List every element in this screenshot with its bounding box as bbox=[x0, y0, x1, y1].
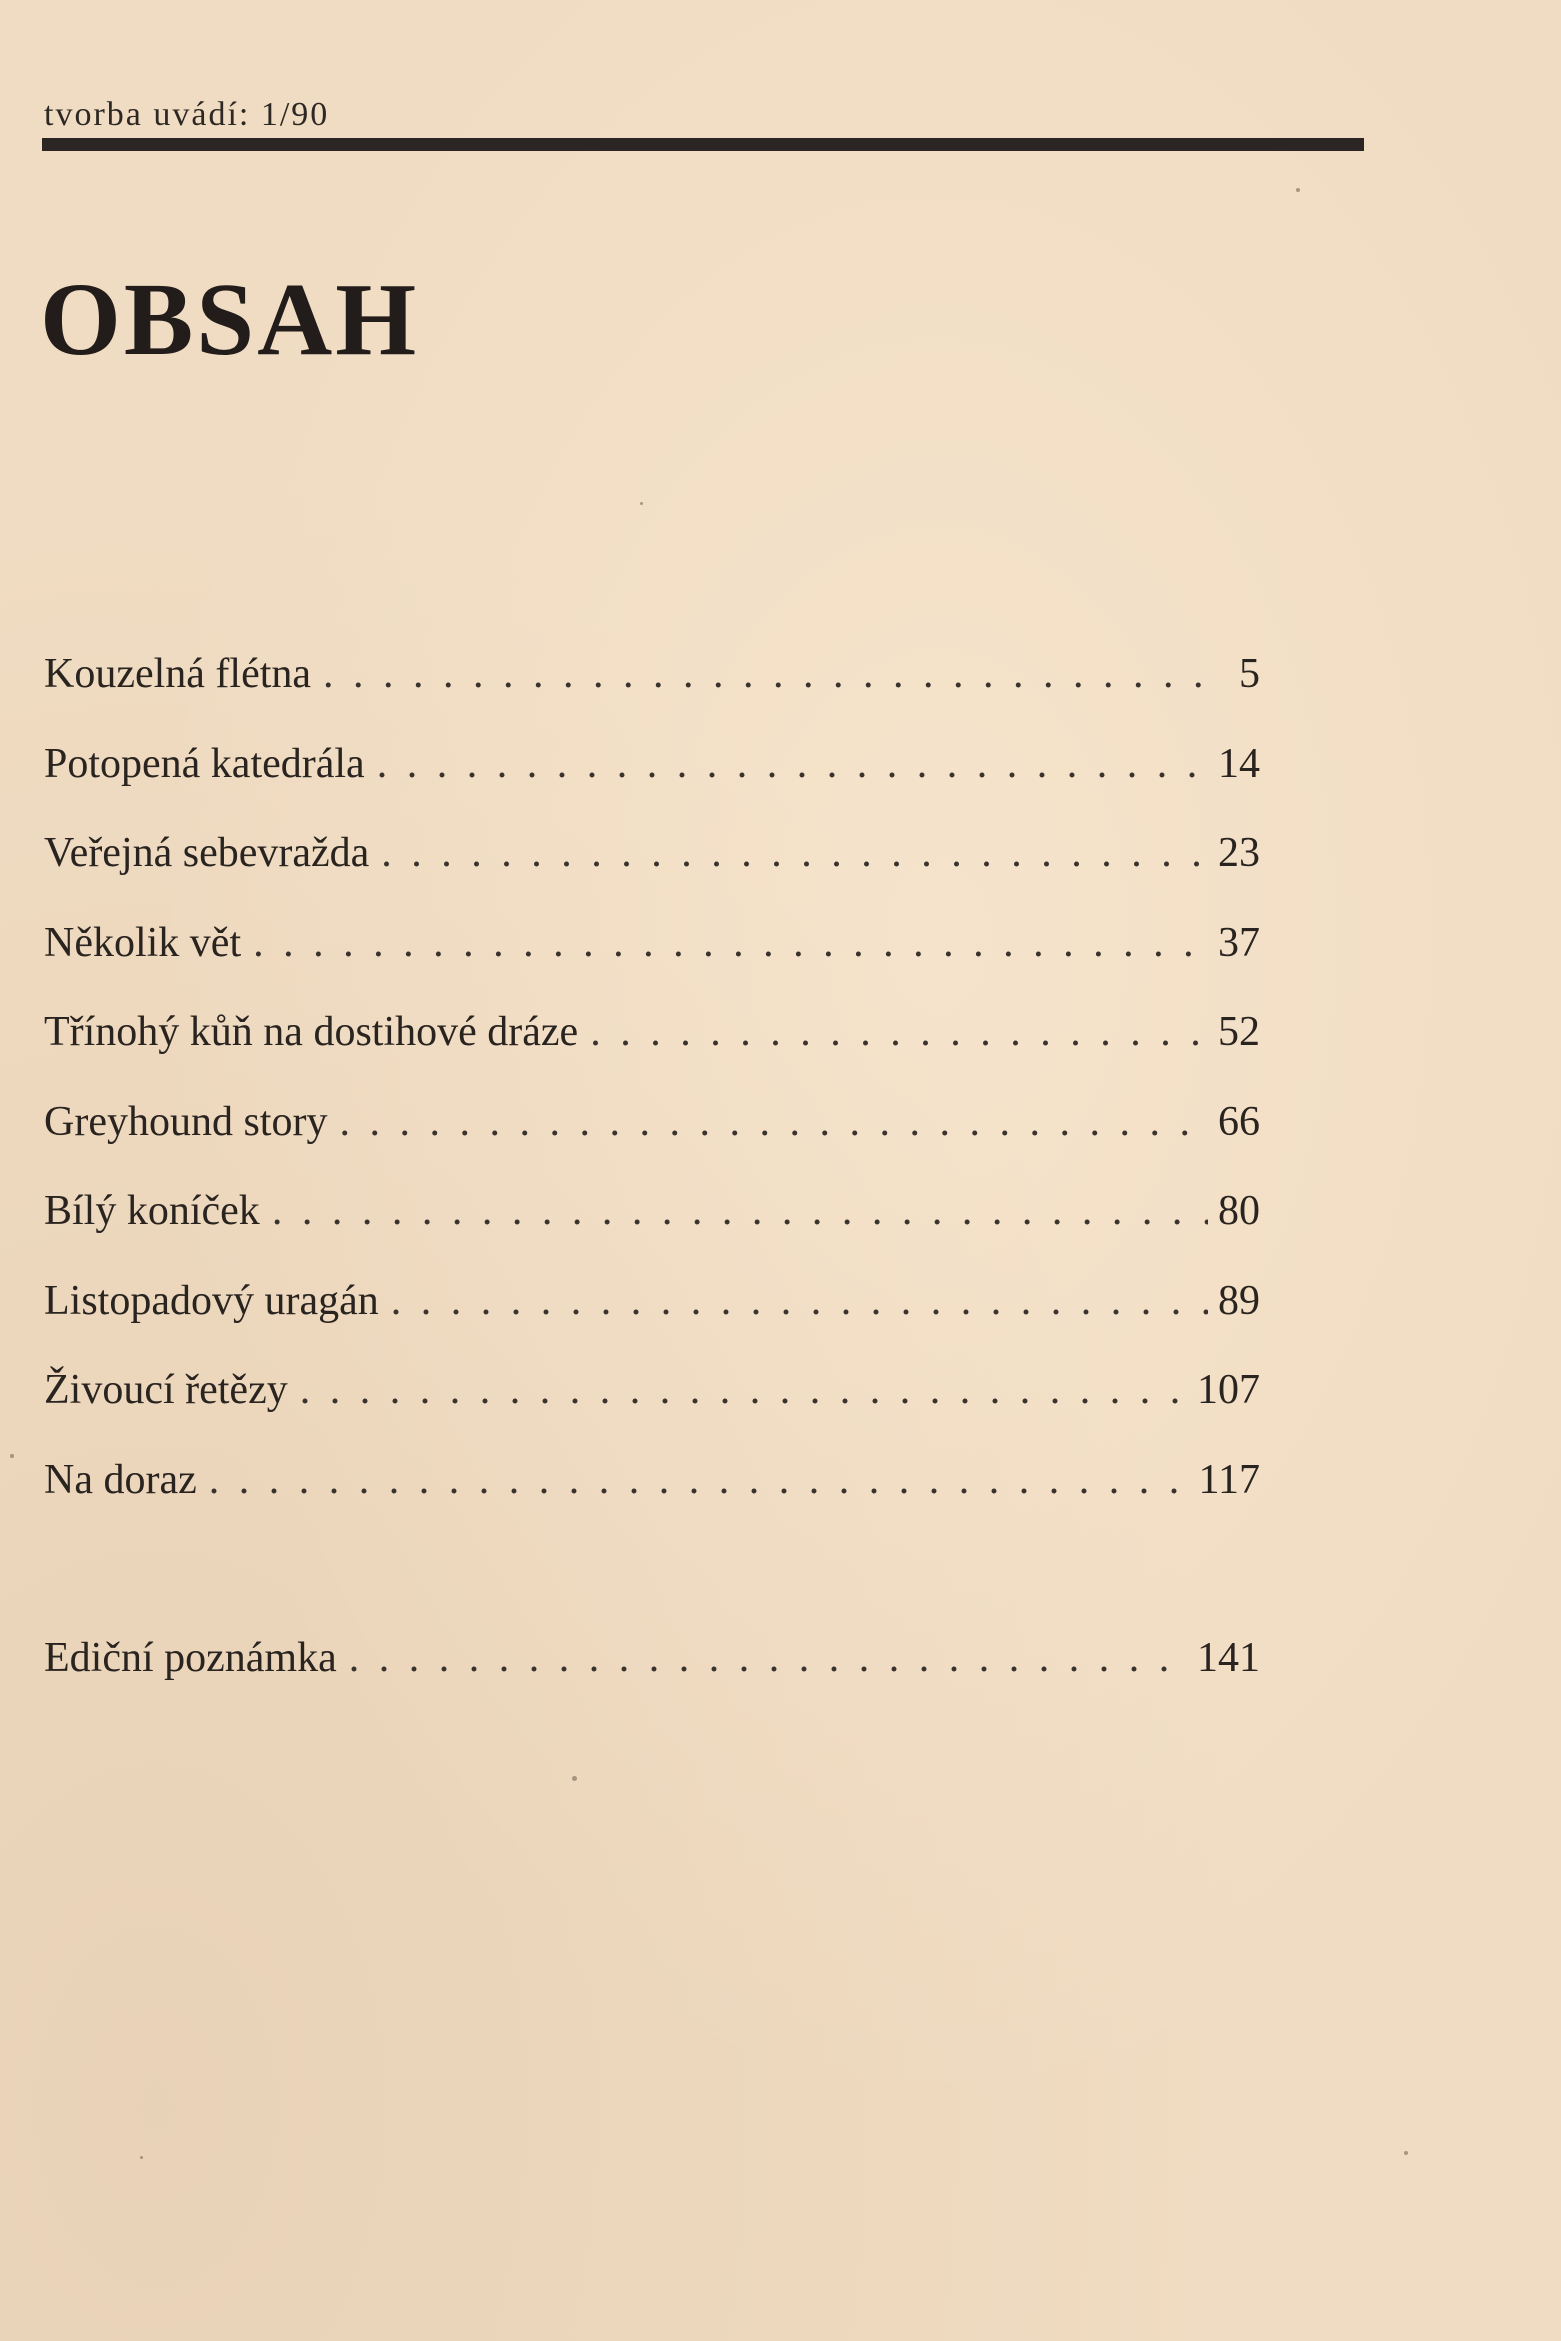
paper-speck bbox=[10, 1454, 14, 1458]
toc-entry bbox=[44, 740, 1260, 830]
toc-entry bbox=[44, 1008, 1260, 1098]
toc-entry-title: Několik vět bbox=[44, 919, 242, 966]
page-title: OBSAH bbox=[40, 262, 420, 377]
toc-entry-title: Greyhound story bbox=[44, 1098, 328, 1145]
toc-entry-title: Veřejná sebevražda bbox=[44, 830, 370, 876]
paper-speck bbox=[1296, 188, 1300, 192]
toc-dot-leader bbox=[590, 1008, 1208, 1056]
toc-dot-leader bbox=[300, 1366, 1187, 1414]
toc-entry-page: 37 bbox=[1218, 919, 1260, 966]
toc-entry-page: 5 bbox=[1239, 651, 1260, 697]
toc-entry-title: Na doraz bbox=[44, 1456, 197, 1503]
toc-entry-title: Ediční poznámka bbox=[44, 1635, 337, 1681]
toc-entry-page: 89 bbox=[1218, 1277, 1260, 1324]
toc-entry-title: Třínohý kůň na dostihové dráze bbox=[44, 1009, 579, 1055]
toc-dot-leader bbox=[349, 1634, 1187, 1682]
toc-entry bbox=[44, 1098, 1260, 1188]
header-rule bbox=[42, 138, 1364, 151]
table-of-contents bbox=[44, 650, 1260, 1724]
paper-speck bbox=[572, 1776, 577, 1781]
paper-speck bbox=[1404, 2151, 1408, 2155]
toc-entry-title: Potopená katedrála bbox=[44, 740, 365, 787]
toc-entry-title: Živoucí řetězy bbox=[44, 1367, 288, 1413]
toc-entry-page: 80 bbox=[1218, 1188, 1260, 1234]
toc-entry-title: Bílý koníček bbox=[44, 1188, 260, 1234]
toc-entry-page: 141 bbox=[1197, 1635, 1260, 1681]
series-label: tvorba uvádí: 1/90 bbox=[44, 96, 330, 133]
toc-entry bbox=[44, 1277, 1260, 1367]
toc-dot-leader bbox=[391, 1277, 1208, 1325]
paper-speck bbox=[640, 502, 643, 505]
toc-entry bbox=[44, 919, 1260, 1009]
toc-entry bbox=[44, 1456, 1260, 1546]
paper-speck bbox=[140, 2156, 143, 2159]
toc-dot-leader bbox=[381, 829, 1208, 877]
toc-entry bbox=[44, 650, 1260, 740]
toc-dot-leader bbox=[253, 919, 1208, 967]
toc-entry bbox=[44, 829, 1260, 919]
toc-entry bbox=[44, 1366, 1260, 1456]
toc-entry-page: 117 bbox=[1198, 1456, 1260, 1503]
toc-appendix-entry bbox=[44, 1634, 1260, 1724]
toc-dot-leader bbox=[209, 1456, 1189, 1504]
toc-dot-leader bbox=[323, 650, 1210, 698]
toc-entry-title: Listopadový uragán bbox=[44, 1277, 379, 1324]
toc-entry-page: 23 bbox=[1218, 830, 1260, 876]
toc-entry-page: 66 bbox=[1218, 1098, 1260, 1145]
toc-entry-page: 107 bbox=[1197, 1367, 1260, 1413]
toc-entry-title: Kouzelná flétna bbox=[44, 651, 312, 697]
toc-dot-leader bbox=[377, 740, 1208, 788]
toc-entry-page: 14 bbox=[1218, 740, 1260, 787]
toc-entry bbox=[44, 1187, 1260, 1277]
toc-dot-leader bbox=[339, 1098, 1208, 1146]
toc-entry-page: 52 bbox=[1218, 1009, 1260, 1055]
toc-dot-leader bbox=[272, 1187, 1208, 1235]
